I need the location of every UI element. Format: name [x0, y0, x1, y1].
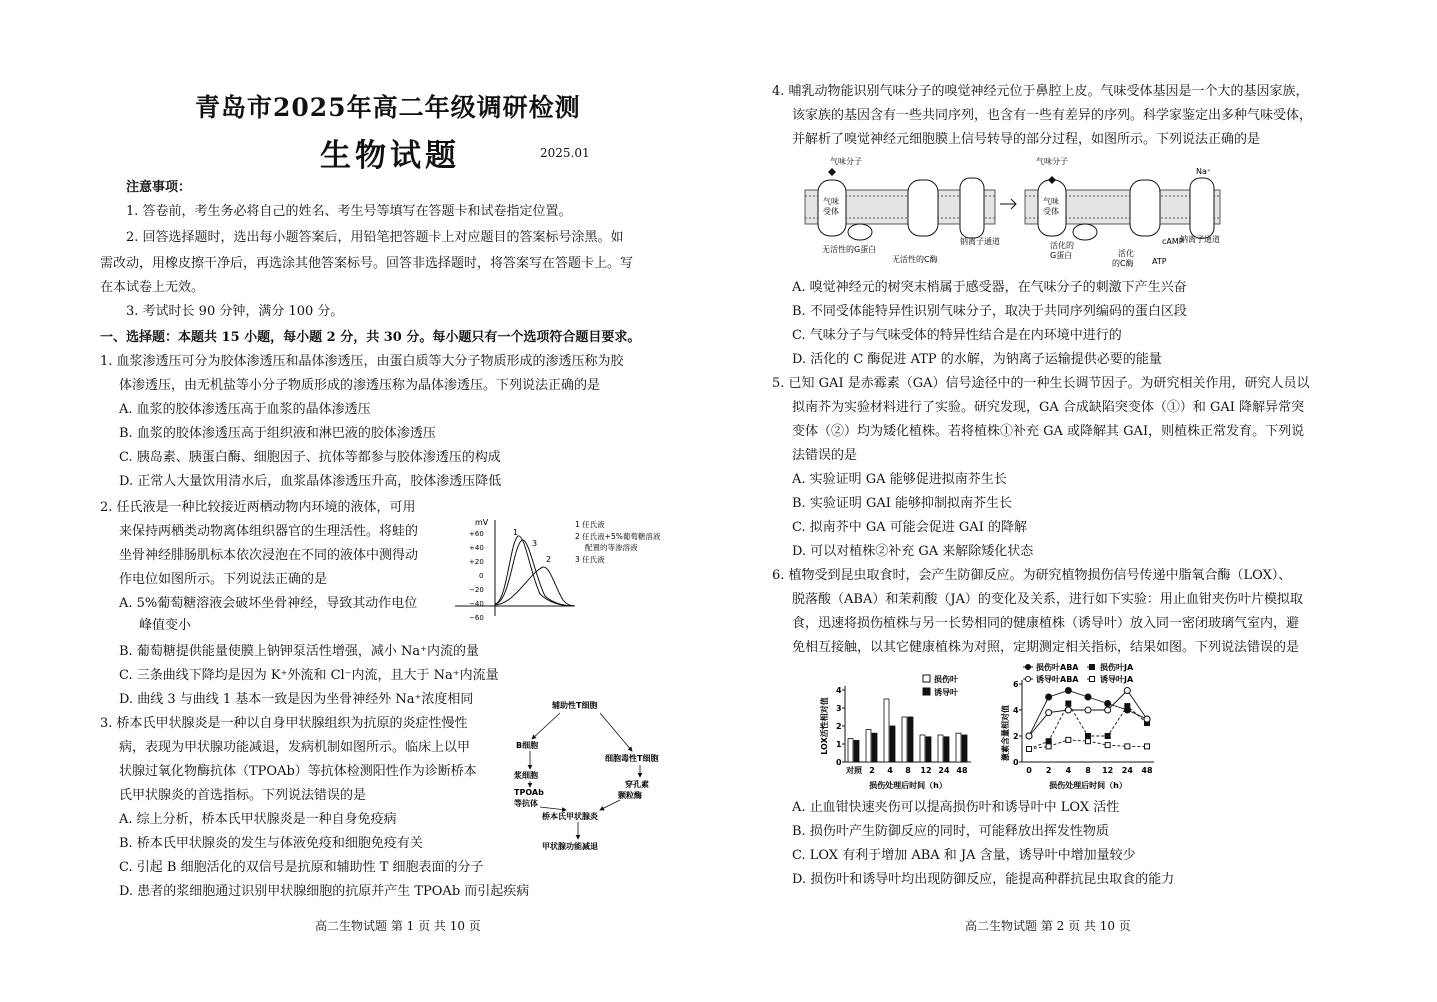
- x-tick-label: 4: [887, 766, 893, 775]
- x-tick-label: 8: [1085, 766, 1091, 775]
- q3-option-b: B. 桥本氏甲状腺炎的发生与体液免疫和细胞免疫有关: [119, 836, 423, 851]
- q5-option-a: A. 实验证明 GA 能够促进拟南芥生长: [792, 472, 1007, 487]
- x-tick-label: 2: [869, 766, 875, 775]
- legend-swatch: [923, 675, 930, 682]
- q5-stem: 拟南芥为实验材料进行了实验。研究发现，GA 合成缺陷突变体（①）和 GAI 降解异常突: [792, 400, 1305, 415]
- odor-label: 气味分子: [1036, 157, 1068, 166]
- odor-molecule-icon: [828, 168, 836, 176]
- atp-label: ATP: [1152, 257, 1167, 266]
- q6-option-d: D. 损伤叶和诱导叶均出现防御反应，能提高种群抗昆虫取食的能力: [792, 872, 1175, 887]
- lox-bar-chart: [815, 662, 985, 794]
- y-tick-label: 0: [1013, 758, 1019, 767]
- node-tpoab: 等抗体: [514, 799, 538, 808]
- bar-damaged: [920, 735, 925, 762]
- bar-damaged: [902, 717, 907, 762]
- data-point: [1085, 694, 1091, 700]
- y-tick: +60: [469, 530, 484, 538]
- data-point: [1066, 737, 1071, 742]
- action-potential-figure: [455, 512, 695, 624]
- y-tick: +20: [469, 558, 484, 566]
- page-footer: 高二生物试题 第 1 页 共 10 页: [315, 919, 481, 933]
- notice-line: 3. 考试时长 90 分钟，满分 100 分。: [126, 304, 344, 319]
- data-point: [1027, 747, 1032, 752]
- q5-option-d: D. 可以对植株②补充 GA 来解除矮化状态: [792, 544, 1034, 559]
- q2-option-a: A. 5%葡萄糖溶液会破坏坐骨神经，导致其动作电位: [119, 596, 418, 611]
- q5-option-c: C. 拟南芥中 GA 可能会促进 GAI 的降解: [792, 520, 1027, 535]
- q4-stem: 4. 哺乳动物能识别气味分子的嗅觉神经元位于鼻腔上皮。气味受体基因是一个大的基因家族，: [772, 84, 1309, 99]
- legend-label: 诱导叶ABA: [1036, 675, 1079, 684]
- legend-label: 诱导叶JA: [1100, 675, 1134, 684]
- bar-damaged: [956, 733, 961, 762]
- legend-swatch: [923, 688, 930, 695]
- na-label: Na⁺: [1196, 167, 1212, 176]
- node-perforin: 穿孔素: [625, 780, 649, 789]
- node-result: 甲状腺功能减退: [542, 842, 598, 851]
- q3-stem: 病，表现为甲状腺功能减退，发病机制如图所示。临床上以甲: [119, 740, 471, 755]
- legend-marker: [1090, 665, 1095, 670]
- odor-label: 气味分子: [830, 157, 862, 166]
- q3-stem: 氏甲状腺炎的首选指标。下列说法错误的是: [119, 788, 367, 803]
- x-tick-label: 48: [956, 766, 968, 775]
- section-heading: 一、选择题：本题共 15 小题，每小题 2 分，共 30 分。每小题只有一个选项符合题目要求。: [100, 330, 641, 345]
- data-point: [1105, 743, 1110, 748]
- exam-date: 2025.01: [540, 146, 590, 160]
- g-protein-right: [1073, 224, 1097, 240]
- legend-item: 配置的等渗溶液: [585, 543, 638, 552]
- c-active-label: 的C酶: [1112, 259, 1134, 268]
- data-point: [1026, 733, 1032, 739]
- legend-label: 损伤叶JA: [1100, 663, 1134, 672]
- q1-option-a: A. 血浆的胶体渗透压高于血浆的晶体渗透压: [119, 402, 371, 417]
- q3-option-d: D. 患者的浆细胞通过识别甲状腺细胞的抗原并产生 TPOAb 而引起疾病: [119, 884, 530, 899]
- data-point: [1046, 739, 1051, 744]
- arrow: [600, 713, 632, 751]
- node-perforin: 颗粒酶: [618, 791, 642, 800]
- q4-stem: 该家族的基因含有一些共同序列，也含有一些有差异的序列。科学家鉴定出多种气味受体，: [792, 108, 1313, 123]
- bar-damaged: [938, 735, 943, 762]
- curve-label: 2: [546, 555, 552, 564]
- q2-option-d: D. 曲线 3 与曲线 1 基本一致是因为坐骨神经外 Na⁺浓度相同: [119, 692, 474, 707]
- data-point: [1046, 710, 1052, 716]
- legend-item: 2 任氏液+5%葡萄糖溶液: [575, 532, 661, 541]
- y-unit-label: mV: [475, 518, 489, 527]
- mechanism-figure: [500, 695, 710, 855]
- notice-title: 注意事项：: [126, 180, 192, 195]
- q6-stem: 食，迅速将损伤植株与另一长势相同的健康植株（诱导叶）放入同一密闭玻璃气室内，避: [792, 616, 1300, 631]
- c-enzyme-left: [908, 180, 938, 236]
- node-disease: 桥本氏甲状腺炎: [542, 812, 598, 821]
- bar-damaged: [848, 739, 853, 762]
- data-point: [1124, 688, 1130, 694]
- data-point: [1086, 734, 1091, 739]
- page-footer: 高二生物试题 第 2 页 共 10 页: [965, 919, 1131, 933]
- q2-option-a-cont: 峰值变小: [139, 618, 192, 633]
- q3-option-a: A. 综上分析，桥本氏甲状腺炎是一种自身免疫病: [119, 812, 397, 827]
- bar-damaged: [866, 730, 871, 762]
- arrow: [532, 713, 560, 739]
- x-tick-label: 24: [938, 766, 950, 775]
- y-tick-label: 4: [1013, 706, 1019, 715]
- q2-option-c: C. 三条曲线下降均是因为 K⁺外流和 Cl⁻内流，且大于 Na⁺内流量: [119, 668, 499, 683]
- membrane-figure: [800, 152, 1230, 272]
- y-tick-label: 2: [1013, 732, 1019, 741]
- q1-option-b: B. 血浆的胶体渗透压高于组织液和淋巴液的胶体渗透压: [119, 426, 436, 441]
- data-point: [1105, 701, 1111, 707]
- q2-stem: 坐骨神经腓肠肌标本依次浸泡在不同的液体中测得动: [119, 548, 419, 563]
- x-tick-label: 24: [1121, 766, 1133, 775]
- curve-label: 1: [513, 528, 519, 537]
- legend-label: 损伤叶ABA: [1036, 663, 1079, 672]
- q3-stem: 状腺过氧化物酶抗体（TPOAb）等抗体检测阳性作为诊断桥本: [119, 764, 477, 779]
- c-enzyme-right: [1130, 180, 1160, 236]
- channel-label-left: 钠离子通道: [960, 237, 1000, 246]
- q6-stem: 6. 植物受到昆虫取食时，会产生防御反应。为研究植物损伤信号传递中脂氧合酶（LOX）、: [772, 568, 1292, 583]
- q1-stem: 体渗透压，由无机盐等小分子物质形成的渗透压称为晶体渗透压。下列说法正确的是: [119, 378, 601, 393]
- notice-line: 在本试卷上无效。: [100, 280, 205, 295]
- x-axis-label: 损伤处理后时间（h）: [1049, 781, 1127, 790]
- legend-label: 损伤叶: [934, 675, 958, 684]
- q2-stem: 作电位如图所示。下列说法正确的是: [119, 572, 328, 587]
- data-point: [1085, 707, 1091, 713]
- q2-option-b: B. 葡萄糖提供能量使膜上钠钾泵活性增强，减小 Na⁺内流的量: [119, 644, 479, 659]
- data-point: [1105, 734, 1110, 739]
- q2-stem: 2. 任氏液是一种比较接近两栖动物内环境的液体，可用: [100, 500, 416, 515]
- q3-option-c: C. 引起 B 细胞活化的双信号是抗原和辅助性 T 细胞表面的分子: [119, 860, 484, 875]
- receptor-label: 受体: [823, 207, 839, 216]
- data-point: [1086, 739, 1091, 744]
- y-ticks: [469, 530, 484, 622]
- q4-option-d: D. 活化的 C 酶促进 ATP 的水解，为钠离子运输提供必要的能量: [792, 352, 1162, 367]
- y-tick: +40: [469, 544, 484, 552]
- y-tick-label: 1: [836, 740, 842, 749]
- transition-arrow-icon: [1000, 199, 1016, 209]
- y-tick: −20: [469, 586, 484, 594]
- receptor-label: 气味: [1043, 197, 1059, 206]
- x-tick-label: 对照: [846, 766, 862, 775]
- x-tick-label: 8: [905, 766, 911, 775]
- g-active-label: 活化的: [1050, 241, 1074, 250]
- q6-stem: 脱落酸（ABA）和茉莉酸（JA）的变化及关系，进行如下实验：用止血钳夹伤叶片模拟取: [792, 592, 1303, 607]
- bar-induced: [890, 726, 895, 762]
- data-point: [1046, 694, 1052, 700]
- q1-option-d: D. 正常人大量饮用清水后，血浆晶体渗透压升高，胶体渗透压降低: [119, 474, 502, 489]
- arrow: [600, 800, 620, 810]
- hormone-line-chart: [1000, 660, 1165, 794]
- y-tick: −60: [469, 614, 484, 622]
- q4-stem: 并解析了嗅觉神经元细胞膜上信号转导的部分过程，如图所示。下列说法正确的是: [792, 132, 1261, 147]
- data-point: [1065, 707, 1071, 713]
- data-point: [1125, 704, 1130, 709]
- channel-left: [960, 178, 984, 238]
- y-axis-label: LOX活性相对值: [820, 697, 829, 755]
- receptor-label: 受体: [1043, 207, 1059, 216]
- q6-option-b: B. 损伤叶产生防御反应的同时，可能释放出挥发性物质: [792, 824, 1109, 839]
- q2-stem: 来保持两栖类动物离体组织器官的生理活性。将蛙的: [119, 524, 419, 539]
- legend-item: 1 任氏液: [575, 520, 605, 529]
- x-tick-label: 12: [920, 766, 932, 775]
- x-tick-label: 0: [1026, 766, 1032, 775]
- q6-stem: 免相互接触，以其它健康植株为对照，定期测定相关指标，结果如图。下列说法错误的是: [792, 640, 1300, 655]
- y-tick-label: 6: [1013, 680, 1019, 689]
- data-point: [1145, 744, 1150, 749]
- q3-stem: 3. 桥本氏甲状腺炎是一种以自身甲状腺组织为抗原的炎症性慢性: [100, 716, 468, 731]
- node-plasma: 浆细胞: [514, 771, 538, 780]
- q4-option-b: B. 不同受体能特异性识别气味分子，取决于共同序列编码的蛋白区段: [792, 304, 1187, 319]
- q4-option-a: A. 嗅觉神经元的树突末梢属于感受器，在气味分子的刺激下产生兴奋: [792, 280, 1187, 295]
- bar-induced: [908, 717, 913, 762]
- q6-option-c: C. LOX 有利于增加 ABA 和 JA 含量，诱导叶中增加量较少: [792, 848, 1136, 863]
- legend-item: 3 任氏液: [575, 555, 605, 564]
- channel-right: [1190, 178, 1214, 238]
- x-tick-label: 12: [1102, 766, 1114, 775]
- c-inactive-label: 无活性的C酶: [892, 255, 938, 264]
- bar-induced: [944, 737, 949, 762]
- y-tick-label: 2: [836, 722, 842, 731]
- g-active-label: G蛋白: [1050, 251, 1073, 260]
- q5-option-b: B. 实验证明 GAI 能够抑制拟南芥生长: [792, 496, 1012, 511]
- bar-induced: [962, 735, 967, 762]
- q5-stem: 5. 已知 GAI 是赤霉素（GA）信号途径中的一种生长调节因子。为研究相关作用，研究人员以: [772, 376, 1310, 391]
- y-tick: −40: [469, 600, 484, 608]
- y-tick-label: 0: [836, 758, 842, 767]
- y-tick: 0: [479, 572, 484, 580]
- data-point: [1125, 744, 1130, 749]
- data-point: [1065, 688, 1071, 694]
- bar-induced: [854, 740, 859, 762]
- bar-induced: [872, 733, 877, 762]
- q6-option-a: A. 止血钳快速夹伤可以提高损伤叶和诱导叶中 LOX 活性: [792, 800, 1120, 815]
- receptor-label: 气味: [823, 197, 839, 206]
- exam-subject: 生物试题: [320, 138, 460, 174]
- node-b-cell: B细胞: [516, 741, 539, 750]
- channel-label-right: 钠离子通道: [1180, 235, 1220, 244]
- g-protein-left: [848, 224, 872, 240]
- node-helper-t: 辅助性T细胞: [552, 701, 598, 710]
- legend-label: 诱导叶: [934, 688, 958, 697]
- y-tick-label: 3: [836, 704, 842, 713]
- node-tpoab: TPOAb: [514, 788, 544, 797]
- data-point: [1144, 716, 1150, 722]
- data-point: [1066, 701, 1071, 706]
- bar-damaged: [884, 699, 889, 762]
- c-active-label: 活化: [1118, 249, 1134, 258]
- node-ctl: 细胞毒性T细胞: [605, 754, 659, 763]
- bar-induced: [926, 737, 931, 762]
- legend-marker: [1026, 665, 1031, 670]
- x-tick-label: 4: [1065, 766, 1072, 775]
- notice-line: 需改动，用橡皮擦干净后，再选涂其他答案标号。回答非选择题时，将答案写在答题卡上。写: [100, 256, 634, 271]
- arrow: [540, 807, 566, 810]
- data-point: [1046, 744, 1051, 749]
- x-tick-label: 48: [1141, 766, 1153, 775]
- q4-option-c: C. 气味分子与气味受体的特异性结合是在内环境中进行的: [792, 328, 1122, 343]
- x-axis-label: 损伤处理后时间（h）: [869, 781, 947, 790]
- exam-title: 青岛市2025年高二年级调研检测: [195, 93, 581, 122]
- x-tick-label: 2: [1045, 766, 1052, 775]
- notice-line: 2. 回答选择题时，选出每小题答案后，用铅笔把答题卡上对应题目的答案标号涂黑。如: [126, 230, 624, 245]
- q5-stem: 法错误的是: [792, 448, 858, 463]
- y-axis-label: 激素含量相对值: [1001, 705, 1010, 761]
- camp-label: cAMP: [1162, 237, 1184, 246]
- data-point: [1105, 707, 1111, 713]
- q1-option-c: C. 胰岛素、胰蛋白酶、细胞因子、抗体等都参与胶体渗透压的构成: [119, 450, 501, 465]
- legend-marker: [1026, 677, 1031, 682]
- curve-label: 3: [532, 539, 538, 548]
- g-inactive-label: 无活性的G蛋白: [822, 245, 877, 254]
- q5-stem: 变体（②）均为矮化植株。若将植株①补充 GA 或降解其 GAI，则植株正常发育。下列说: [792, 424, 1305, 439]
- q1-stem: 1. 血浆渗透压可分为胶体渗透压和晶体渗透压，由蛋白质等大分子物质形成的渗透压称为胶: [100, 354, 624, 369]
- legend-marker: [1090, 677, 1095, 682]
- notice-line: 1. 答卷前，考生务必将自己的姓名、考生号等填写在答题卡和试卷指定位置。: [126, 204, 572, 219]
- y-tick-label: 4: [836, 686, 842, 695]
